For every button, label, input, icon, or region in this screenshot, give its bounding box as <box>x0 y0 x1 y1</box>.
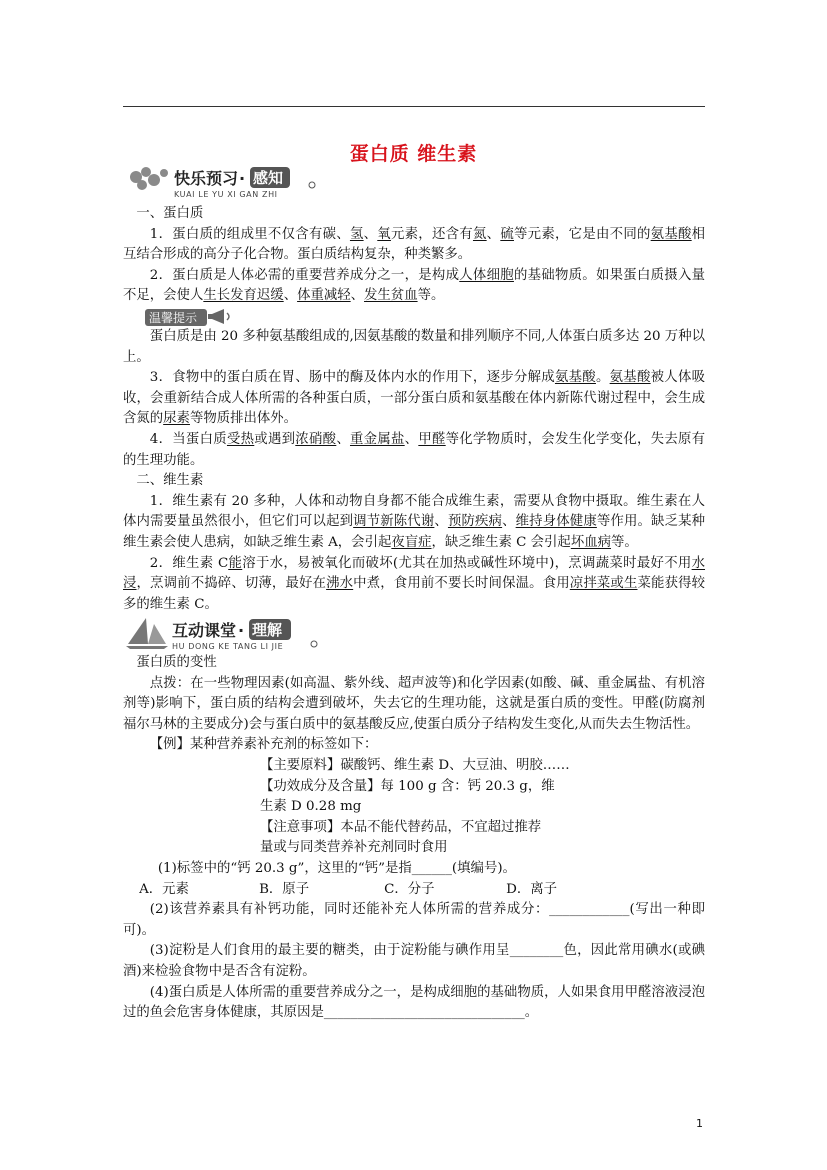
label-line: 【注意事项】本品不能代替药品，不宜超过推荐 <box>260 819 542 835</box>
banner-main-text: 快乐预习 <box>174 169 239 188</box>
question-1: (1)标签中的“钙 20.3 g”，这里的“钙”是指______(填编号)。 <box>157 860 516 876</box>
question-4: (4)蛋白质是人体所需的重要营养成分之一，是构成细胞的基础物质，人如果食用甲醛溶液浸泡过的鱼会危害身体健康，其原因是______________________________。 <box>123 984 705 1021</box>
paragraph-denaturation: 点拨：在一些物理因素(如高温、紫外线、超声波等)和化学因素(如酸、碱、重金属盐、有机溶剂等)影响下，蛋白质的结构会遭到破坏，失去它的生理功能，这就是蛋白质的变性。甲醛(防腐剂福尔马林的主要成分)会与蛋白质中的氨基酸反应,使蛋白质分子结构发生变化,从而失去生物活性。 <box>123 675 705 732</box>
paragraph-protein-4: 4．当蛋白质受热或遇到浓硝酸、重金属盐、甲醛等化学物质时，会发生化学变化，失去原有的生理功能。 <box>123 431 706 468</box>
supplement-label <box>123 756 705 859</box>
banner2-pinyin: HU DONG KE TANG LI JIE <box>172 642 284 651</box>
banner2-main-text: 互动课堂 <box>172 621 237 640</box>
paragraph-protein-2: 2．蛋白质是人体必需的重要营养成分之一，是构成人体细胞的基础物质。如果蛋白质摄入量不足，会使人生长发育迟缓、体重减轻、发生贫血等。 <box>123 267 705 304</box>
banner2-dot: · <box>238 621 245 640</box>
label-line: 【主要原料】碳酸钙、维生素 D、大豆油、明胶…… <box>260 757 570 773</box>
paragraph-protein-1: 1．蛋白质的组成里不仅含有碳、氢、氧元素，还含有氮、硫等元素，它是由不同的氨基酸相互结合形成的高分子化合物。蛋白质结构复杂，种类繁多。 <box>123 226 706 263</box>
heading-protein: 一、蛋白质 <box>136 206 204 221</box>
header-rule <box>123 106 705 107</box>
banner-tag-text: 感知 <box>253 169 284 187</box>
banner2-tag-text: 理解 <box>252 621 283 639</box>
choice-b: B．原子 <box>259 881 310 897</box>
section-banner-preview <box>124 163 324 199</box>
heading-vitamin: 二、维生素 <box>136 473 204 489</box>
label-line: 量或与同类营养补充剂同时食用 <box>260 840 448 856</box>
choice-c: C．分子 <box>384 881 435 897</box>
tip-label: 温馨提示 <box>149 311 198 325</box>
label-line: 【功效成分及含量】每 100 g 含：钙 20.3 g，维 <box>260 778 555 794</box>
heading-denaturation: 蛋白质的变性 <box>136 655 217 670</box>
paragraph-protein-3: 3．食物中的蛋白质在胃、肠中的酶及体内水的作用下，逐步分解成氨基酸。氨基酸被人体吸收，会重新结合成人体所需的各种蛋白质，一部分蛋白质和氨基酸在体内新陈代谢过程中，会生成含氮的尿素等物质排出体外。 <box>123 370 706 427</box>
paragraph-vitamin-2: 2．维生素 C能溶于水，易被氧化而破坏(尤其在加热或碱性环境中)，烹调蔬菜时最好不用水浸，烹调前不捣碎、切薄，最好在沸水中煮，食用前不要长时间保温。食用凉拌菜或生菜能获得较多的维生素 C。 <box>123 555 706 612</box>
banner-dot: · <box>239 169 246 188</box>
paragraph-vitamin-1: 1．维生素有 20 多种，人体和动物自身都不能合成维生素，需要从食物中摄取。维生素在人体内需要量虽然很小，但它们可以起到调节新陈代谢、预防疾病、维持身体健康等作用。缺乏某种维生素会使人患病，如缺乏维生素 A，会引起夜盲症，缺乏维生素 C 会引起坏血病等。 <box>123 493 706 550</box>
section-classroom <box>123 653 705 1024</box>
label-line: 生素 D 0.28 mg <box>260 799 362 815</box>
banner-pinyin: KUAI LE YU XI GAN ZHI <box>174 190 278 199</box>
section-protein <box>123 204 705 307</box>
page-number: 1 <box>696 1117 703 1130</box>
question-1-choices <box>123 880 705 901</box>
question-2: (2)该营养素具有补钙功能，同时还能补充人体所需的营养成分：____________(写出一种即可)。 <box>123 902 705 938</box>
choice-d: D．离子 <box>506 881 557 897</box>
page-title: 蛋白质 维生素 <box>349 143 478 165</box>
example-intro: 【例】某种营养素补充剂的标签如下： <box>149 737 378 753</box>
choice-a: A．元素 <box>139 881 189 897</box>
question-3: (3)淀粉是人们食用的最主要的糖类，由于淀粉能与碘作用呈________色，因此常用碘水(或碘酒)来检验食物中是否含有淀粉。 <box>123 943 705 979</box>
section-protein-cont <box>123 327 705 615</box>
tip-text: 蛋白质是由 20 多种氨基酸组成的,因氨基酸的数量和排列顺序不同,人体蛋白质多达 20 万种以上。 <box>123 329 705 365</box>
section-banner-classroom <box>124 614 324 650</box>
megaphone-icon <box>208 309 229 324</box>
